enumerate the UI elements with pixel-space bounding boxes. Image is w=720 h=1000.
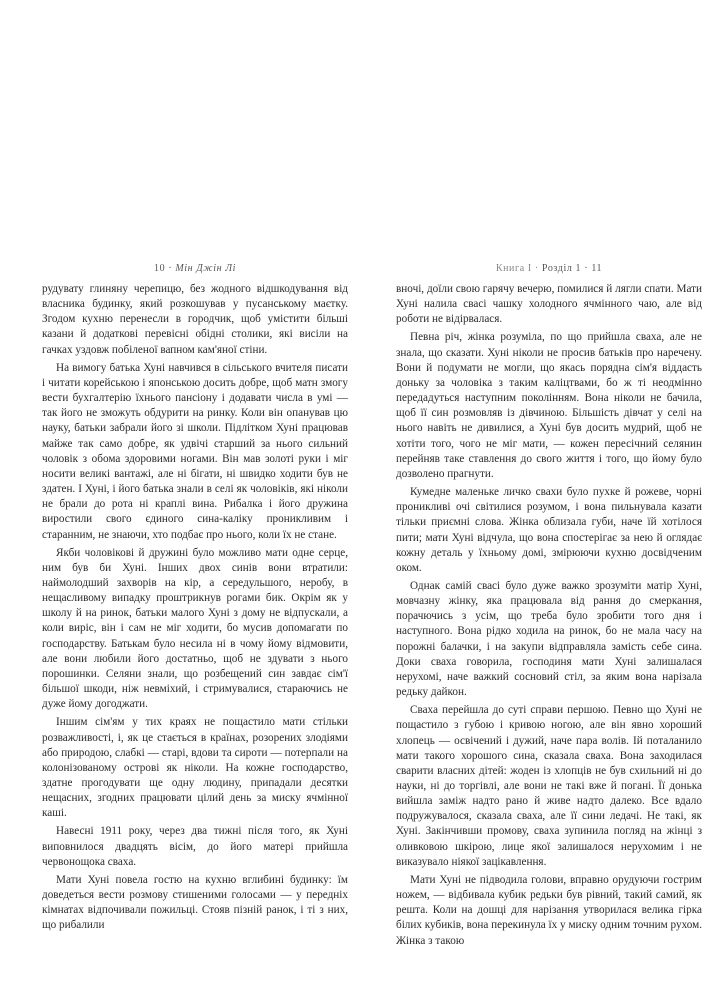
left-page-number: 10 [154, 263, 166, 274]
right-page [396, 262, 702, 949]
paragraph: вночі, доїли свою гарячу вечерю, помилися й лягли спати. Мати Хуні налила свасі чашку холодного ячмінного чаю, але від роботи не відірвалася. [396, 283, 702, 326]
left-header-separator: · [165, 263, 176, 274]
left-page [42, 262, 348, 934]
right-running-head: Книга І · Розділ 1 · 11 [495, 263, 603, 274]
paragraph: Однак самій свасі було дуже важко зрозуміти матір Хуні, мовчазну жінку, яка працювала від рання до смеркання, порачючись з усім, що треба було зробити того дня і наступного. Вона рідко ходила на ринок, бо не мала часу на порожні балачки, і на закупи відправляла замість себе сина. Доки сваха говорила, господиня мати Хуні залишалася нерухомі, наче важкий сосновий стіл, за яким вона нарізала редьку дайкон. [396, 579, 702, 699]
right-page-number: 11 [591, 263, 603, 274]
paragraph: Мати Хуні не підводила голови, вправно орудуючи гострим ножем, — відбивала кубик редьки був рівний, такий самий, як решта. Коли на дошці для нарізання утворилася велика гірка білих кубиків, вона перекинула їх у миску одним точним рухом. Жінка з такою [396, 873, 702, 947]
paragraph: Кумедне маленьке личко свахи було пухке й рожеве, чорні проникливі очі світилися розумом, і вона пильнувала казати тільки приємні слова. Жінка облизала губи, наче їй хотілося пити; мати Хуні відчула, що вона спостерігає за нею й оглядає кожну деталь у їхньому домі, змірюючи кухню досвідченим оком. [396, 486, 702, 574]
left-running-head [42, 262, 348, 276]
paragraph: рудувату глиняну черепицю, без жодного відшкодування від власника будинку, який розкошував у пусанському маєтку. Згодом кухню перенесли в городчик, щоб умістити більші казани й додаткові перевісні обідні столики, які висіли на гачках уздовж побіленої вапном кам'яної стіни. [42, 283, 348, 356]
paragraph: Навесні 1911 року, через два тижні після того, як Хуні виповнилося двадцять вісім, до його матері прийшла червонощока сваха. [42, 825, 348, 868]
book-label: Книга І [495, 263, 532, 274]
paragraph: Сваха перейшла до суті справи першою. Певно що Хуні не пощастило з губою і кривою ногою, але він явно хороший хлопець — освічений і дужий, наче пара волів. Ій поталанило мати такого хорошого сина, сказала сваха. Вона заходилася сварити власних дітей: жоден із хлопців не був схильний ні до науки, ні до торгівлі, але вони не такі вже й погані. Її донька вийшла заміж надто рано й живе надто далеко. Все вдало подружувалося, сказала сваха, але її сини ледачі. Не такі, як Хуні. Закінчивши промову, сваха зупинила погляд на жінці з оливковою шкірою, лице якої залишалося нерухомим і не виказувало ніякої зацікавлення. [396, 704, 702, 868]
paragraph: На вимогу батька Хуні навчився в сільського вчителя писати і читати корейською і японською досить добре, щоб матн змогу вести бухгалтерію їхнього пансіону і додавати числа в умі — так його не зможуть обдурити на ринку. Коли він опанував цю науку, батьки забрали його зі школи. Підлітком Хуні працював майже так само добре, як удвічі старший за нього сильний чоловік з обома здоровими ногами. Він мав золоті руки і міг носити великі вантажі, але ні бігати, ні швидко ходити був не здатен. І Хуні, і його батька знали в селі як чоловіків, які ніколи не брали до рота ні краплі вина. Рибалка і його дружина виростили свого єдиного сина-каліку проникливим і старанним, не знаючи, хто подбає про нього, коли їх не стане. [42, 361, 348, 541]
chapter-label: Розділ 1 [541, 263, 582, 274]
right-header-separator: · [531, 263, 542, 274]
author-name: Мін Джін Лі [175, 263, 236, 274]
paragraph: Іншим сім'ям у тих краях не пощастило мати стільки розважливості, і, як це стається в країнах, розорених злодіями або природою, слабкі — старі, вдови та сироти — потерпали на колонізованому острові як ніколи. На кожне господарство, здатне прогодувати ще одну людину, припадали десятки нещасних, згодних працювати цілий день за миску ячмінної каші. [42, 716, 348, 820]
paragraph: Якби чоловікові й дружині було можливо мати одне серце, ним був би Хуні. Інших двох синів вони втратили: наймолодший захворів на кір, а середульшого, неробу, в нещасливому випадку проштрикнув рогами бик. Окрім як у школу й на ринок, батьки малого Хуні з дому не відпускали, а коли виріс, він і сам не міг ходити, бо мусив допомагати по господарству. Батькам було несила ні в чому йому відмовити, але вони любили його достатньо, щоб не здувати з нього порошинки. Селяни знали, що розбещений син завдає сім'ї більшої шкоди, ніж невміхий, і стримувалися, стараючись не дуже йому догоджати. [42, 546, 348, 711]
paragraph: Певна річ, жінка розуміла, по що прийшла сваха, але не знала, що сказати. Хуні ніколи не просив батьків про наречену. Вони й подумати не могли, що якась порядна сім'я віддасть доньку за чоловіка з таким каліцтвами, бо ж ті неодмінно передадуться наступним поколінням. Вона ніколи не бачила, щоб її син розмовляв із дівчиною. Більшість дівчат у селі на нього навіть не дивилися, а Хуні був досить мудрий, щоб не хотіти того, чого не міг мати, — кожен пересічний селянин перейняв таке ставлення до свого життя і того, що йому було дозволено прагнути. [396, 331, 702, 480]
paragraph: Мати Хуні повела гостю на кухню вглибині будинку: їм доведеться вести розмову стишеними голосами — у передніх кімнатах відпочивали пожильці. Стояв пізній ранок, і ті з них, що рибалили [42, 873, 348, 932]
